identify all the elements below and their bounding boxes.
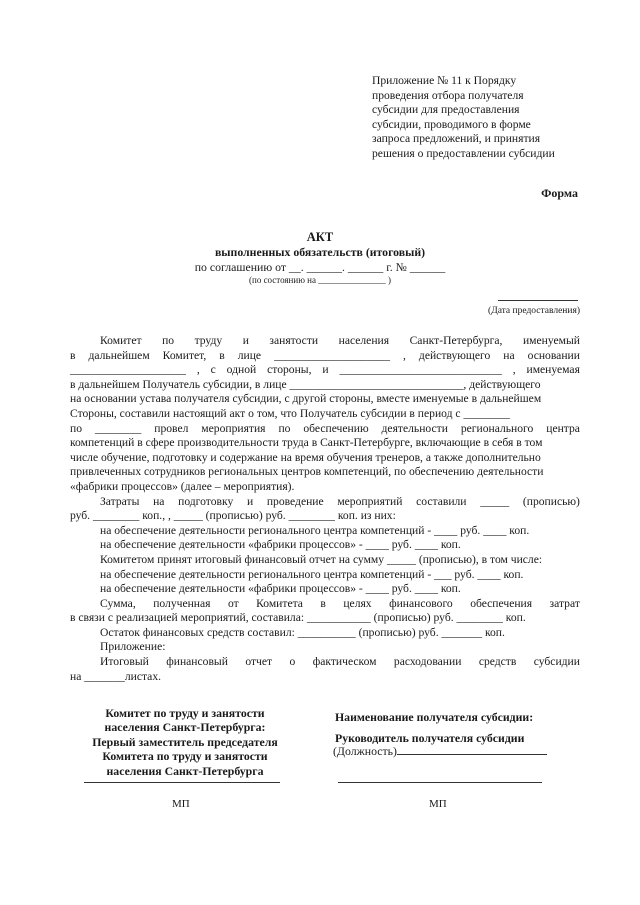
para-line xyxy=(100,334,580,349)
word: отчет xyxy=(245,655,273,669)
para-line: «фабрики процессов» (далее – мероприятия). xyxy=(70,479,295,493)
word: по xyxy=(70,421,83,435)
recipient-sign-line xyxy=(338,782,542,783)
agreement-reference: по соглашению от __. ______. ______ г. № ______ xyxy=(194,260,446,274)
document-subtitle: выполненных обязательств (итоговый) xyxy=(214,245,426,259)
word: целях xyxy=(343,596,372,610)
word: занятости xyxy=(269,334,319,347)
word: , xyxy=(196,363,200,377)
report-line: на обеспечение деятельности «фабрики процессов» - ____ руб. ____ коп. xyxy=(100,582,461,596)
costs-line: на обеспечение деятельности «фабрики процессов» - ____ руб. ____ коп. xyxy=(100,538,461,552)
word: деятельности xyxy=(381,421,448,435)
appendix-line: решения о предоставлении субсидии xyxy=(372,146,555,160)
word: финансового xyxy=(389,596,453,610)
appendix-line: Приложение № 11 к Порядку xyxy=(372,74,517,87)
para-line: в дальнейшем Получатель субсидии, в лице ______________________________, действующего xyxy=(70,377,541,391)
para-line: компетенций в сфере производительности труда в Санкт-Петербурге, включающие в себя в том xyxy=(70,436,543,450)
appendix-line: субсидии, проводимого в форме xyxy=(372,117,531,131)
word: в xyxy=(70,348,76,362)
word: расходовании xyxy=(393,655,462,669)
word: стороны, xyxy=(267,363,312,377)
document-title: АКТ xyxy=(306,230,334,244)
seal-place-right: МП xyxy=(429,798,447,810)
committee-signature-block xyxy=(88,706,282,778)
word: субсидии xyxy=(533,655,580,669)
form-label: Форма xyxy=(541,186,578,200)
costs-line xyxy=(100,495,580,510)
word: в xyxy=(320,596,326,610)
report-line: на обеспечение деятельности регионального центра компетенций - ___ руб. ____ коп. xyxy=(100,567,524,581)
balance-line: Остаток финансовых средств составил: __________ (прописью) руб. _______ коп. xyxy=(100,625,505,639)
attachment-line xyxy=(100,655,580,670)
word: с xyxy=(210,363,216,377)
word: ____________________________ xyxy=(339,363,502,377)
word: Сумма, xyxy=(100,596,136,610)
date-caption: (Дата предоставления) xyxy=(488,306,580,316)
word: Итоговый xyxy=(100,655,149,669)
word: основании xyxy=(527,348,580,362)
word: регионального xyxy=(460,421,534,435)
word: и xyxy=(246,494,254,508)
signature-line-text: Комитета по труду и занятости xyxy=(102,749,268,764)
act-body xyxy=(70,334,580,684)
sum-line: в связи с реализацией мероприятий, составила: ___________ (прописью) руб. ________ коп. xyxy=(70,611,526,625)
para-line xyxy=(70,422,580,437)
word: Комитет xyxy=(100,334,142,347)
date-blank-line xyxy=(498,300,578,301)
para-line xyxy=(70,349,580,364)
word: Комитета xyxy=(256,596,303,610)
sum-line xyxy=(100,597,580,612)
word: ____________________ xyxy=(70,363,186,377)
signature-line-text: Комитет по труду и занятости xyxy=(105,706,265,720)
word: составили xyxy=(416,494,467,508)
word: от xyxy=(227,596,239,610)
word: и xyxy=(242,334,249,347)
word: подготовку xyxy=(178,494,234,508)
state-as-of: (по состоянию на _______________ ) xyxy=(249,275,391,285)
word: дальнейшем xyxy=(88,348,150,362)
word: провел xyxy=(154,421,189,435)
appendix-line: субсидии для предоставления xyxy=(372,103,520,117)
word: Санкт-Петербурга, xyxy=(409,334,503,347)
signature-line-text: населения Санкт-Петербурга xyxy=(106,763,264,778)
word: затрат xyxy=(549,596,580,610)
word: _____ xyxy=(480,494,510,508)
para-line: Стороны, составили настоящий акт о том, что Получатель субсидии в период с ________ xyxy=(70,406,510,420)
appendix-line: запроса предложений, и принятия xyxy=(372,132,541,146)
committee-sign-line xyxy=(84,782,280,783)
word: проведение xyxy=(266,494,324,508)
word: Комитет, xyxy=(162,348,207,362)
word: именуемый xyxy=(522,334,580,347)
word: по xyxy=(162,334,175,347)
word: труду xyxy=(194,334,223,347)
word: именуемая xyxy=(526,363,580,377)
para-line: привлеченных сотрудников региональных центров компетенций, по обеспечению деятельности xyxy=(70,465,544,479)
recipient-name-label: Наименование получателя субсидии: xyxy=(335,710,534,724)
word: ________ xyxy=(94,421,142,435)
para-line: на основании устава получателя субсидии, с другой стороны, вместе именуемые в дальнейшем xyxy=(70,392,542,406)
word: в xyxy=(219,348,225,362)
word: на xyxy=(153,494,165,508)
signature-line-text: Первый заместитель председателя xyxy=(92,734,278,749)
word: по xyxy=(278,421,291,435)
signature-line-text: населения Санкт-Петербурга: xyxy=(104,720,266,735)
word: ____________________ xyxy=(274,348,391,362)
word: мероприятия xyxy=(201,421,266,435)
word: фактическом xyxy=(312,655,377,669)
recipient-position-label: (Должность) xyxy=(333,744,397,758)
word: , xyxy=(512,363,516,377)
word: полученная xyxy=(153,596,211,610)
word: мероприятий xyxy=(337,494,403,508)
attachment-line: на _______листах. xyxy=(70,669,162,683)
para-line: числе обучение, подготовку и содержание на время обучения тренеров, а также дополнительно xyxy=(70,450,541,464)
para-line xyxy=(70,363,580,378)
word: Затраты xyxy=(100,494,140,508)
attachment-label: Приложение: xyxy=(100,640,166,654)
word: обеспечения xyxy=(470,596,533,610)
position-blank-line xyxy=(397,754,547,755)
word: на xyxy=(503,348,515,362)
word: средств xyxy=(478,655,517,669)
seal-place-left: МП xyxy=(172,798,190,810)
costs-line: на обеспечение деятельности регионального центра компетенций - ____ руб. ____ коп. xyxy=(100,523,530,537)
report-line: Комитетом принят итоговый финансовый отчет на сумму _____ (прописью), в том числе: xyxy=(100,552,543,566)
word: центра xyxy=(546,421,580,435)
word: финансовый xyxy=(166,655,228,669)
word: действующего xyxy=(418,348,491,362)
word: лице xyxy=(237,348,262,362)
recipient-head-label: Руководитель получателя субсидии xyxy=(335,731,525,745)
word: населения xyxy=(338,334,390,347)
word: и xyxy=(322,363,329,377)
word: одной xyxy=(226,363,257,377)
word: обеспечению xyxy=(303,421,369,435)
word: (прописью) xyxy=(522,494,580,508)
costs-line: руб. ________ коп., , _____ (прописью) руб. ________ коп. из них: xyxy=(70,509,396,523)
appendix-note xyxy=(372,74,608,162)
appendix-line: проведения отбора получателя xyxy=(372,88,524,102)
word: , xyxy=(403,348,406,362)
word: о xyxy=(289,655,296,669)
